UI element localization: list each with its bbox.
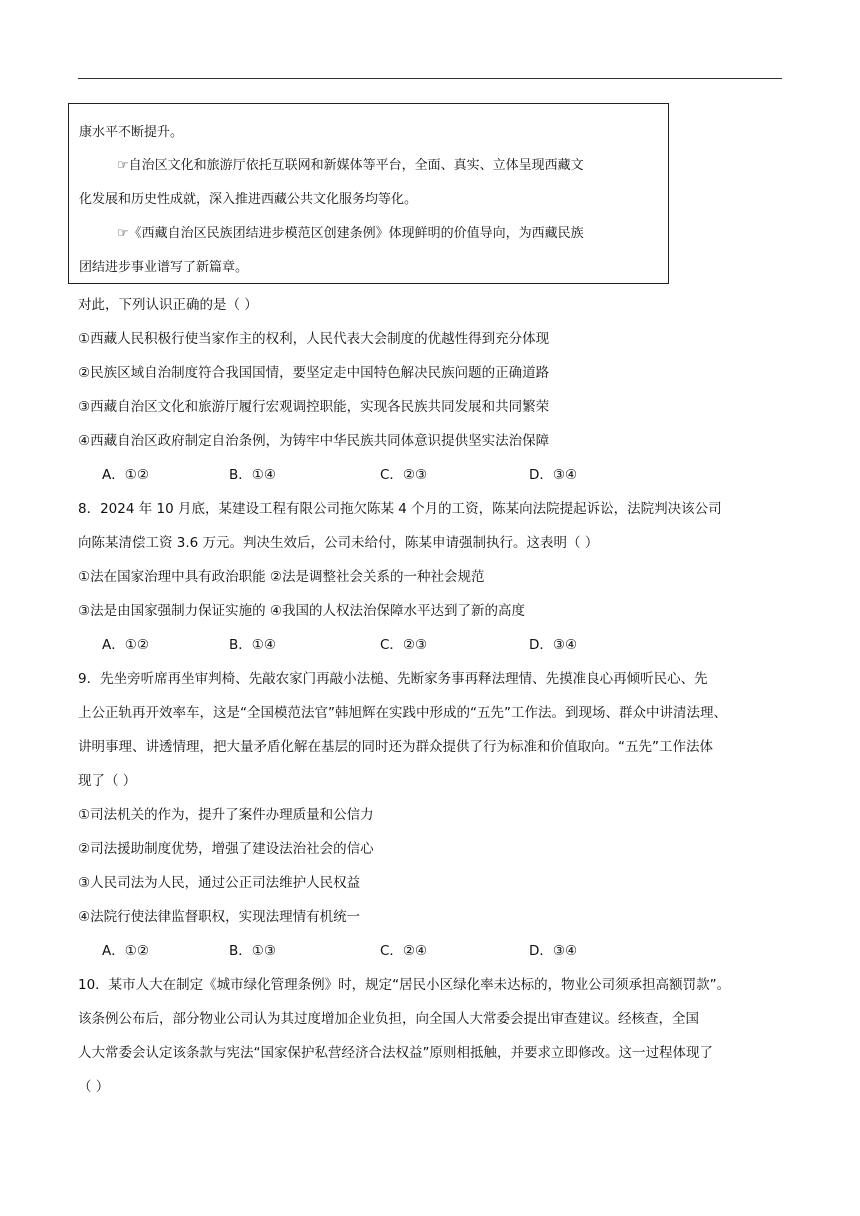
q9-stem-line-1: 9．先坐旁听席再坐审判椅、先敲农家门再敲小法槌、先断家务事再释法理情、先摸准良心再倾听民心、先 bbox=[78, 671, 708, 687]
q8-stem-line-1: 8．2024 年 10 月底，某建设工程有限公司拖欠陈某 4 个月的工资，陈某向法院提起诉讼，法院判决该公司 bbox=[78, 501, 722, 517]
material-item-2-line-1 bbox=[117, 154, 584, 173]
q8-option-d[interactable]: D．③④ bbox=[529, 637, 578, 653]
material-item-2-line-2: 化发展和历史性成就，深入推进西藏公共文化服务均等化。 bbox=[79, 192, 418, 207]
q10-stem-line-1: 10．某市人大在制定《城市绿化管理条例》时，规定“居民小区绿化率未达标的，物业公司须承担高额罚款”。 bbox=[78, 977, 731, 993]
q9-statement-2: ②司法援助制度优势，增强了建设法治社会的信心 bbox=[78, 841, 374, 857]
q7-option-c[interactable]: C．②③ bbox=[380, 467, 428, 483]
q7-statement-2: ②民族区域自治制度符合我国国情，要坚定走中国特色解决民族问题的正确道路 bbox=[78, 365, 550, 381]
q10-stem-line-4: （ ） bbox=[78, 1079, 110, 1095]
header-rule bbox=[78, 78, 782, 79]
q8-option-c[interactable]: C．②③ bbox=[380, 637, 428, 653]
q9-stem-line-3: 讲明事理、讲透情理，把大量矛盾化解在基层的同时还为群众提供了行为标准和价值取向。“五先”工作法体 bbox=[78, 739, 713, 755]
q7-option-d[interactable]: D．③④ bbox=[529, 467, 578, 483]
q8-option-b[interactable]: B．①④ bbox=[229, 637, 276, 653]
material-box bbox=[68, 103, 669, 284]
q7-statement-4: ④西藏自治区政府制定自治条例，为铸牢中华民族共同体意识提供坚实法治保障 bbox=[78, 433, 550, 449]
material-line-1: 康水平不断提升。 bbox=[79, 125, 184, 140]
q10-stem-line-3: 人大常委会认定该条款与宪法“国家保护私营经济合法权益”原则相抵触，并要求立即修改。这一过程体现了 bbox=[78, 1045, 713, 1061]
q7-statement-3: ③西藏自治区文化和旅游厅履行宏观调控职能，实现各民族共同发展和共同繁荣 bbox=[78, 399, 550, 415]
q9-statement-3: ③人民司法为人民，通过公正司法维护人民权益 bbox=[78, 875, 361, 891]
material-item-3-line-1 bbox=[117, 222, 584, 241]
q8-option-a[interactable]: A．①② bbox=[102, 637, 149, 653]
q9-option-c[interactable]: C．②④ bbox=[380, 943, 428, 959]
material-item-2-text: 自治区文化和旅游厅依托互联网和新媒体等平台，全面、真实、立体呈现西藏文 bbox=[128, 158, 584, 173]
q9-stem-line-4: 现了（ ） bbox=[78, 773, 137, 789]
q8-stem-line-2: 向陈某清偿工资 3.6 万元。判决生效后，公司未给付，陈某申请强制执行。这表明（ ） bbox=[78, 535, 599, 551]
q9-option-b[interactable]: B．①③ bbox=[229, 943, 276, 959]
q10-stem-line-2: 该条例公布后，部分物业公司认为其过度增加企业负担，向全国人大常委会提出审查建议。经核查，全国 bbox=[78, 1011, 699, 1027]
q8-statements-3-4: ③法是由国家强制力保证实施的 ④我国的人权法治保障水平达到了新的高度 bbox=[78, 603, 525, 619]
q9-option-d[interactable]: D．③④ bbox=[529, 943, 578, 959]
q7-option-a[interactable]: A．①② bbox=[102, 467, 149, 483]
q8-options bbox=[0, 633, 860, 655]
material-item-3-line-2: 团结进步事业谱写了新篇章。 bbox=[79, 260, 249, 275]
q9-statement-1: ①司法机关的作为，提升了案件办理质量和公信力 bbox=[78, 807, 374, 823]
q7-statement-1: ①西藏人民积极行使当家作主的权利，人民代表大会制度的优越性得到充分体现 bbox=[78, 331, 550, 347]
q9-statement-4: ④法院行使法律监督职权，实现法理情有机统一 bbox=[78, 909, 361, 925]
q7-options bbox=[0, 463, 860, 485]
q9-stem-line-2: 上公正轨再开效率车，这是“全国模范法官”韩旭辉在实践中形成的“五先”工作法。到现场、群众中讲清法理、 bbox=[78, 705, 727, 721]
q7-option-b[interactable]: B．①④ bbox=[229, 467, 276, 483]
pointing-hand-icon: ☞ bbox=[117, 158, 129, 173]
material-item-3-text: 《西藏自治区民族团结进步模范区创建条例》体现鲜明的价值导向，为西藏民族 bbox=[128, 226, 584, 241]
q7-stem: 对此，下列认识正确的是（ ） bbox=[78, 297, 258, 313]
q9-options bbox=[0, 939, 860, 961]
q8-statements-1-2: ①法在国家治理中具有政治职能 ②法是调整社会关系的一种社会规范 bbox=[78, 569, 485, 585]
pointing-hand-icon: ☞ bbox=[117, 226, 129, 241]
q9-option-a[interactable]: A．①② bbox=[102, 943, 149, 959]
